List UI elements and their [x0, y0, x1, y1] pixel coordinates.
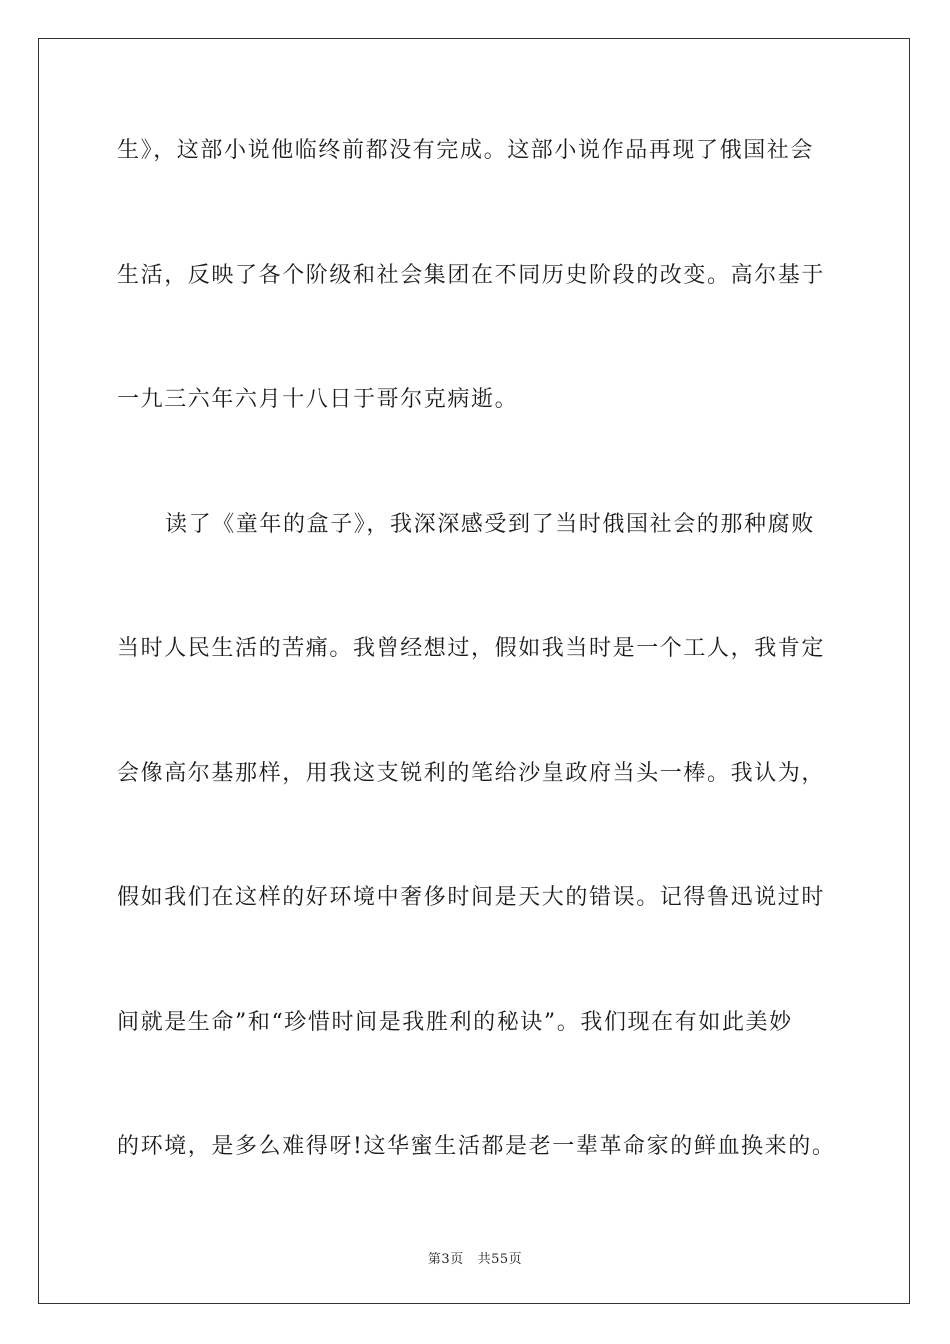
- text-line: 读了《童年的盒子》，我深深感受到了当时俄国社会的那种腐败: [165, 512, 815, 537]
- text-line: 假如我们在这样的好环境中奢侈时间是天大的错误。记得鲁迅说过时: [117, 885, 826, 910]
- text-line: 当时人民生活的苦痛。我曾经想过，假如我当时是一个工人，我肯定: [117, 636, 826, 661]
- text-line: 生》，这部小说他临终前都没有完成。这部小说作品再现了俄国社会: [117, 138, 815, 163]
- text-line: 会像高尔基那样，用我这支锐利的笔给沙皇政府当头一棒。我认为，: [117, 761, 826, 786]
- page-number: 第3页: [427, 1252, 464, 1267]
- page-border: [38, 38, 910, 1304]
- text-line: 间就是生命”和“珍惜时间是我胜利的秘诀”。我们现在有如此美妙: [117, 1010, 793, 1035]
- text-line: 一九三六年六月十八日于哥尔克病逝。: [117, 387, 519, 412]
- page-footer: [0, 1248, 950, 1267]
- page-total: 共55页: [477, 1252, 523, 1267]
- text-line: 的环境，是多么难得呀!这华蜜生活都是老一辈革命家的鲜血换来的。: [117, 1134, 836, 1159]
- text-line: 生活，反映了各个阶级和社会集团在不同历史阶段的改变。高尔基于: [117, 263, 826, 288]
